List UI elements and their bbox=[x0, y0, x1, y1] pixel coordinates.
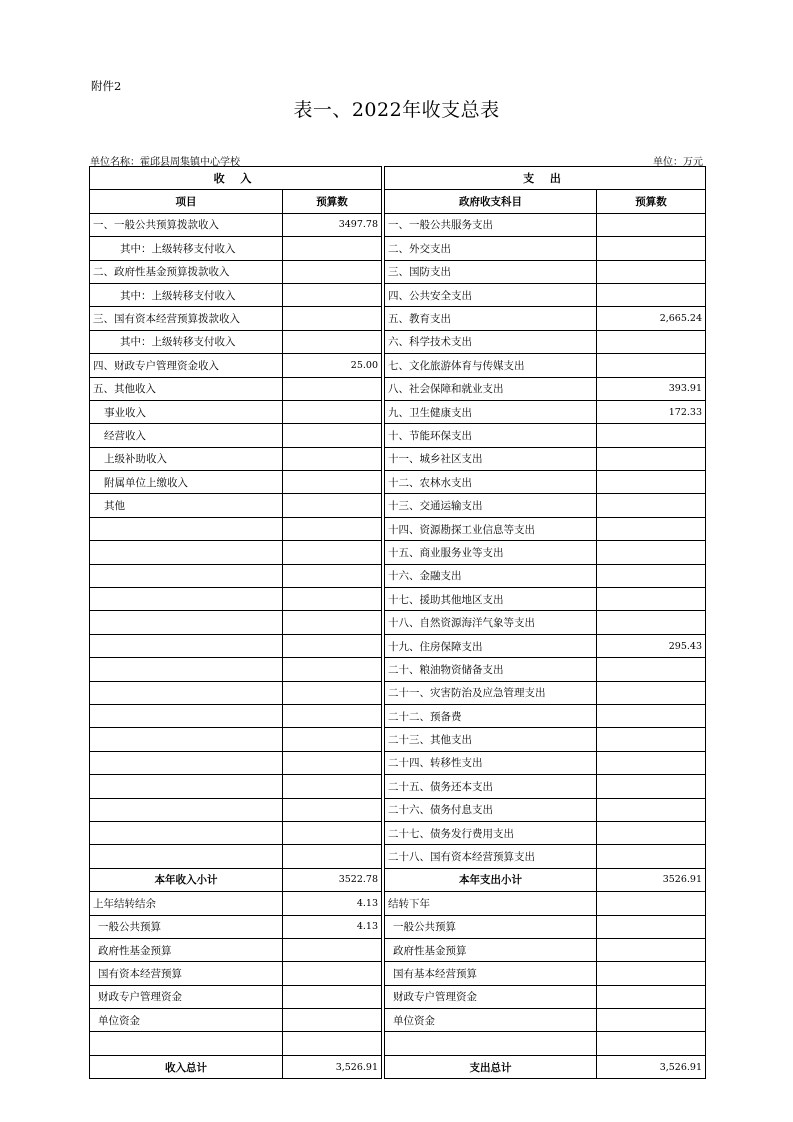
expense-value-cell bbox=[597, 237, 706, 260]
carry-income-value-cell bbox=[283, 938, 382, 961]
expense-value-cell bbox=[597, 283, 706, 306]
total-row-income-value: 3,526.91 bbox=[283, 1055, 382, 1078]
table-row bbox=[90, 260, 706, 283]
expense-item-cell: 二十五、债务还本支出 bbox=[385, 775, 597, 798]
total-row bbox=[90, 1055, 706, 1078]
table-row bbox=[90, 377, 706, 400]
attachment-label: 附件2 bbox=[91, 79, 122, 93]
income-item-cell: 四、财政专户管理资金收入 bbox=[90, 354, 283, 377]
income-item-cell bbox=[90, 821, 283, 844]
income-item-cell: 事业收入 bbox=[90, 400, 283, 423]
carry-income-value-cell bbox=[283, 1009, 382, 1032]
expense-item-cell: 十一、城乡社区支出 bbox=[385, 447, 597, 470]
income-value-cell bbox=[283, 447, 382, 470]
expense-item-cell: 四、公共安全支出 bbox=[385, 283, 597, 306]
table-header-columns bbox=[90, 190, 706, 213]
table-row bbox=[90, 471, 706, 494]
income-value-cell bbox=[283, 775, 382, 798]
expense-item-cell: 二十四、转移性支出 bbox=[385, 751, 597, 774]
table-row bbox=[90, 658, 706, 681]
carry-income-item-cell: 国有资本经营预算 bbox=[90, 962, 283, 985]
table-row bbox=[90, 728, 706, 751]
table-row bbox=[90, 775, 706, 798]
expense-value-cell bbox=[597, 821, 706, 844]
table-row bbox=[90, 494, 706, 517]
carry-expense-item-cell: 结转下年 bbox=[385, 892, 597, 915]
carry-expense-item-cell: 一般公共预算 bbox=[385, 915, 597, 938]
expense-value-cell bbox=[597, 751, 706, 774]
income-item-cell bbox=[90, 681, 283, 704]
table-row bbox=[90, 541, 706, 564]
income-item-cell bbox=[90, 564, 283, 587]
expense-value-cell bbox=[597, 564, 706, 587]
total-row-expense-label: 支出总计 bbox=[385, 1055, 597, 1078]
carry-income-value-cell bbox=[283, 1032, 382, 1055]
expense-value-cell bbox=[597, 494, 706, 517]
expense-item-cell: 二十二、预备费 bbox=[385, 704, 597, 727]
income-item-cell: 其中：上级转移支付收入 bbox=[90, 283, 283, 306]
carry-row bbox=[90, 1009, 706, 1032]
expense-value-cell bbox=[597, 213, 706, 236]
income-item-cell bbox=[90, 517, 283, 540]
income-item-header: 项目 bbox=[90, 190, 283, 213]
carry-income-item-cell: 财政专户管理资金 bbox=[90, 985, 283, 1008]
income-value-cell bbox=[283, 681, 382, 704]
carry-income-value-cell: 4.13 bbox=[283, 892, 382, 915]
expense-item-cell: 二、外交支出 bbox=[385, 237, 597, 260]
expense-item-cell: 十九、住房保障支出 bbox=[385, 634, 597, 657]
table-row bbox=[90, 821, 706, 844]
expense-item-cell: 二十八、国有资本经营预算支出 bbox=[385, 845, 597, 868]
income-item-cell: 一、一般公共预算拨款收入 bbox=[90, 213, 283, 236]
income-value-cell bbox=[283, 798, 382, 821]
income-value-cell bbox=[283, 237, 382, 260]
total-row-income-label: 收入总计 bbox=[90, 1055, 283, 1078]
carry-expense-item-cell: 政府性基金预算 bbox=[385, 938, 597, 961]
income-value-cell bbox=[283, 307, 382, 330]
expense-section-header: 支 出 bbox=[385, 167, 706, 190]
income-item-cell: 上级补助收入 bbox=[90, 447, 283, 470]
table-row bbox=[90, 447, 706, 470]
expense-item-cell: 二十三、其他支出 bbox=[385, 728, 597, 751]
carry-expense-item-cell: 国有基本经营预算 bbox=[385, 962, 597, 985]
table-row bbox=[90, 400, 706, 423]
expense-value-cell bbox=[597, 517, 706, 540]
expense-item-cell: 十、节能环保支出 bbox=[385, 424, 597, 447]
expense-value-cell bbox=[597, 260, 706, 283]
expense-value-cell bbox=[597, 424, 706, 447]
income-value-cell bbox=[283, 845, 382, 868]
table-row bbox=[90, 354, 706, 377]
expense-item-cell: 十六、金融支出 bbox=[385, 564, 597, 587]
income-value-cell bbox=[283, 471, 382, 494]
expense-value-cell bbox=[597, 471, 706, 494]
expense-value-cell bbox=[597, 845, 706, 868]
carry-income-value-cell: 4.13 bbox=[283, 915, 382, 938]
expense-value-cell bbox=[597, 681, 706, 704]
expense-item-cell: 七、文化旅游体育与传媒支出 bbox=[385, 354, 597, 377]
expense-item-cell: 三、国防支出 bbox=[385, 260, 597, 283]
carry-row bbox=[90, 915, 706, 938]
income-value-cell bbox=[283, 541, 382, 564]
income-item-cell bbox=[90, 845, 283, 868]
expense-value-cell bbox=[597, 330, 706, 353]
table-row bbox=[90, 213, 706, 236]
income-value-cell bbox=[283, 751, 382, 774]
income-value-cell bbox=[283, 424, 382, 447]
table-row bbox=[90, 330, 706, 353]
expense-value-cell bbox=[597, 541, 706, 564]
income-value-cell: 25.00 bbox=[283, 354, 382, 377]
expense-value-cell bbox=[597, 798, 706, 821]
expense-budget-header: 预算数 bbox=[597, 190, 706, 213]
carry-income-item-cell: 上年结转结余 bbox=[90, 892, 283, 915]
table-row bbox=[90, 611, 706, 634]
carry-expense-item-cell bbox=[385, 1032, 597, 1055]
table-row bbox=[90, 424, 706, 447]
table-row bbox=[90, 237, 706, 260]
expense-item-cell: 五、教育支出 bbox=[385, 307, 597, 330]
income-item-cell bbox=[90, 728, 283, 751]
subtotal-row bbox=[90, 868, 706, 891]
table-header-sections bbox=[90, 167, 706, 190]
income-item-cell: 二、政府性基金预算拨款收入 bbox=[90, 260, 283, 283]
income-value-cell bbox=[283, 634, 382, 657]
currency-unit: 单位：万元 bbox=[653, 157, 703, 168]
carry-expense-item-cell: 财政专户管理资金 bbox=[385, 985, 597, 1008]
table-row bbox=[90, 845, 706, 868]
carry-income-value-cell bbox=[283, 962, 382, 985]
table-row bbox=[90, 588, 706, 611]
expense-item-cell: 十五、商业服务业等支出 bbox=[385, 541, 597, 564]
expense-item-cell: 二十、粮油物资储备支出 bbox=[385, 658, 597, 681]
carry-expense-value-cell bbox=[597, 985, 706, 1008]
budget-summary-table bbox=[89, 166, 706, 1079]
expense-item-cell: 六、科学技术支出 bbox=[385, 330, 597, 353]
carry-row bbox=[90, 962, 706, 985]
income-budget-header: 预算数 bbox=[283, 190, 382, 213]
income-section-header: 收 入 bbox=[90, 167, 382, 190]
expense-item-cell: 二十六、债务付息支出 bbox=[385, 798, 597, 821]
income-item-cell bbox=[90, 658, 283, 681]
income-value-cell bbox=[283, 588, 382, 611]
income-item-cell: 其中：上级转移支付收入 bbox=[90, 330, 283, 353]
expense-value-cell bbox=[597, 611, 706, 634]
table-row bbox=[90, 634, 706, 657]
income-item-cell bbox=[90, 634, 283, 657]
expense-value-cell bbox=[597, 775, 706, 798]
subtotal-row-income-label: 本年收入小计 bbox=[90, 868, 283, 891]
expense-value-cell bbox=[597, 728, 706, 751]
expense-item-cell: 九、卫生健康支出 bbox=[385, 400, 597, 423]
expense-value-cell bbox=[597, 354, 706, 377]
income-item-cell bbox=[90, 704, 283, 727]
subtotal-row-income-value: 3522.78 bbox=[283, 868, 382, 891]
expense-value-cell: 295.43 bbox=[597, 634, 706, 657]
expense-item-cell: 十四、资源勘探工业信息等支出 bbox=[385, 517, 597, 540]
income-value-cell bbox=[283, 564, 382, 587]
income-item-cell: 五、其他收入 bbox=[90, 377, 283, 400]
income-value-cell bbox=[283, 260, 382, 283]
income-value-cell bbox=[283, 704, 382, 727]
income-value-cell bbox=[283, 821, 382, 844]
subtotal-row-expense-label: 本年支出小计 bbox=[385, 868, 597, 891]
table-row bbox=[90, 681, 706, 704]
carry-income-item-cell: 一般公共预算 bbox=[90, 915, 283, 938]
income-item-cell bbox=[90, 775, 283, 798]
income-value-cell: 3497.78 bbox=[283, 213, 382, 236]
carry-expense-value-cell bbox=[597, 1032, 706, 1055]
expense-item-cell: 十七、援助其他地区支出 bbox=[385, 588, 597, 611]
table-row bbox=[90, 704, 706, 727]
expense-value-cell bbox=[597, 447, 706, 470]
carry-row bbox=[90, 892, 706, 915]
carry-expense-value-cell bbox=[597, 1009, 706, 1032]
carry-row bbox=[90, 1032, 706, 1055]
unit-name: 单位名称：霍邱县周集镇中心学校 bbox=[90, 157, 240, 168]
expense-item-cell: 十二、农林水支出 bbox=[385, 471, 597, 494]
expense-item-cell: 二十一、灾害防治及应急管理支出 bbox=[385, 681, 597, 704]
page-title: 表一、2022年收支总表 bbox=[293, 99, 500, 121]
income-item-cell: 三、国有资本经营预算拨款收入 bbox=[90, 307, 283, 330]
income-value-cell bbox=[283, 517, 382, 540]
table-row bbox=[90, 751, 706, 774]
carry-expense-value-cell bbox=[597, 962, 706, 985]
total-row-expense-value: 3,526.91 bbox=[597, 1055, 706, 1078]
income-value-cell bbox=[283, 283, 382, 306]
income-value-cell bbox=[283, 400, 382, 423]
table-row bbox=[90, 798, 706, 821]
table-row bbox=[90, 517, 706, 540]
carry-expense-value-cell bbox=[597, 892, 706, 915]
income-item-cell bbox=[90, 798, 283, 821]
carry-expense-value-cell bbox=[597, 915, 706, 938]
expense-item-cell: 八、社会保障和就业支出 bbox=[385, 377, 597, 400]
carry-row bbox=[90, 985, 706, 1008]
income-item-cell: 附属单位上缴收入 bbox=[90, 471, 283, 494]
carry-income-item-cell: 单位资金 bbox=[90, 1009, 283, 1032]
income-value-cell bbox=[283, 658, 382, 681]
expense-value-cell: 2,665.24 bbox=[597, 307, 706, 330]
carry-row bbox=[90, 938, 706, 961]
income-value-cell bbox=[283, 728, 382, 751]
expense-value-cell bbox=[597, 658, 706, 681]
expense-subject-header: 政府收支科目 bbox=[385, 190, 597, 213]
income-item-cell: 经营收入 bbox=[90, 424, 283, 447]
expense-value-cell bbox=[597, 704, 706, 727]
expense-value-cell: 393.91 bbox=[597, 377, 706, 400]
subtotal-row-expense-value: 3526.91 bbox=[597, 868, 706, 891]
income-item-cell bbox=[90, 751, 283, 774]
carry-expense-value-cell bbox=[597, 938, 706, 961]
income-value-cell bbox=[283, 494, 382, 517]
carry-expense-item-cell: 单位资金 bbox=[385, 1009, 597, 1032]
carry-income-item-cell: 政府性基金预算 bbox=[90, 938, 283, 961]
carry-income-value-cell bbox=[283, 985, 382, 1008]
table-row bbox=[90, 283, 706, 306]
expense-value-cell bbox=[597, 588, 706, 611]
income-value-cell bbox=[283, 611, 382, 634]
income-item-cell bbox=[90, 541, 283, 564]
income-value-cell bbox=[283, 377, 382, 400]
income-item-cell: 其中：上级转移支付收入 bbox=[90, 237, 283, 260]
income-item-cell: 其他 bbox=[90, 494, 283, 517]
table-row bbox=[90, 307, 706, 330]
expense-item-cell: 十八、自然资源海洋气象等支出 bbox=[385, 611, 597, 634]
carry-income-item-cell bbox=[90, 1032, 283, 1055]
table-row bbox=[90, 564, 706, 587]
expense-value-cell: 172.33 bbox=[597, 400, 706, 423]
expense-item-cell: 二十七、债务发行费用支出 bbox=[385, 821, 597, 844]
expense-item-cell: 十三、交通运输支出 bbox=[385, 494, 597, 517]
income-item-cell bbox=[90, 611, 283, 634]
income-value-cell bbox=[283, 330, 382, 353]
income-item-cell bbox=[90, 588, 283, 611]
expense-item-cell: 一、一般公共服务支出 bbox=[385, 213, 597, 236]
